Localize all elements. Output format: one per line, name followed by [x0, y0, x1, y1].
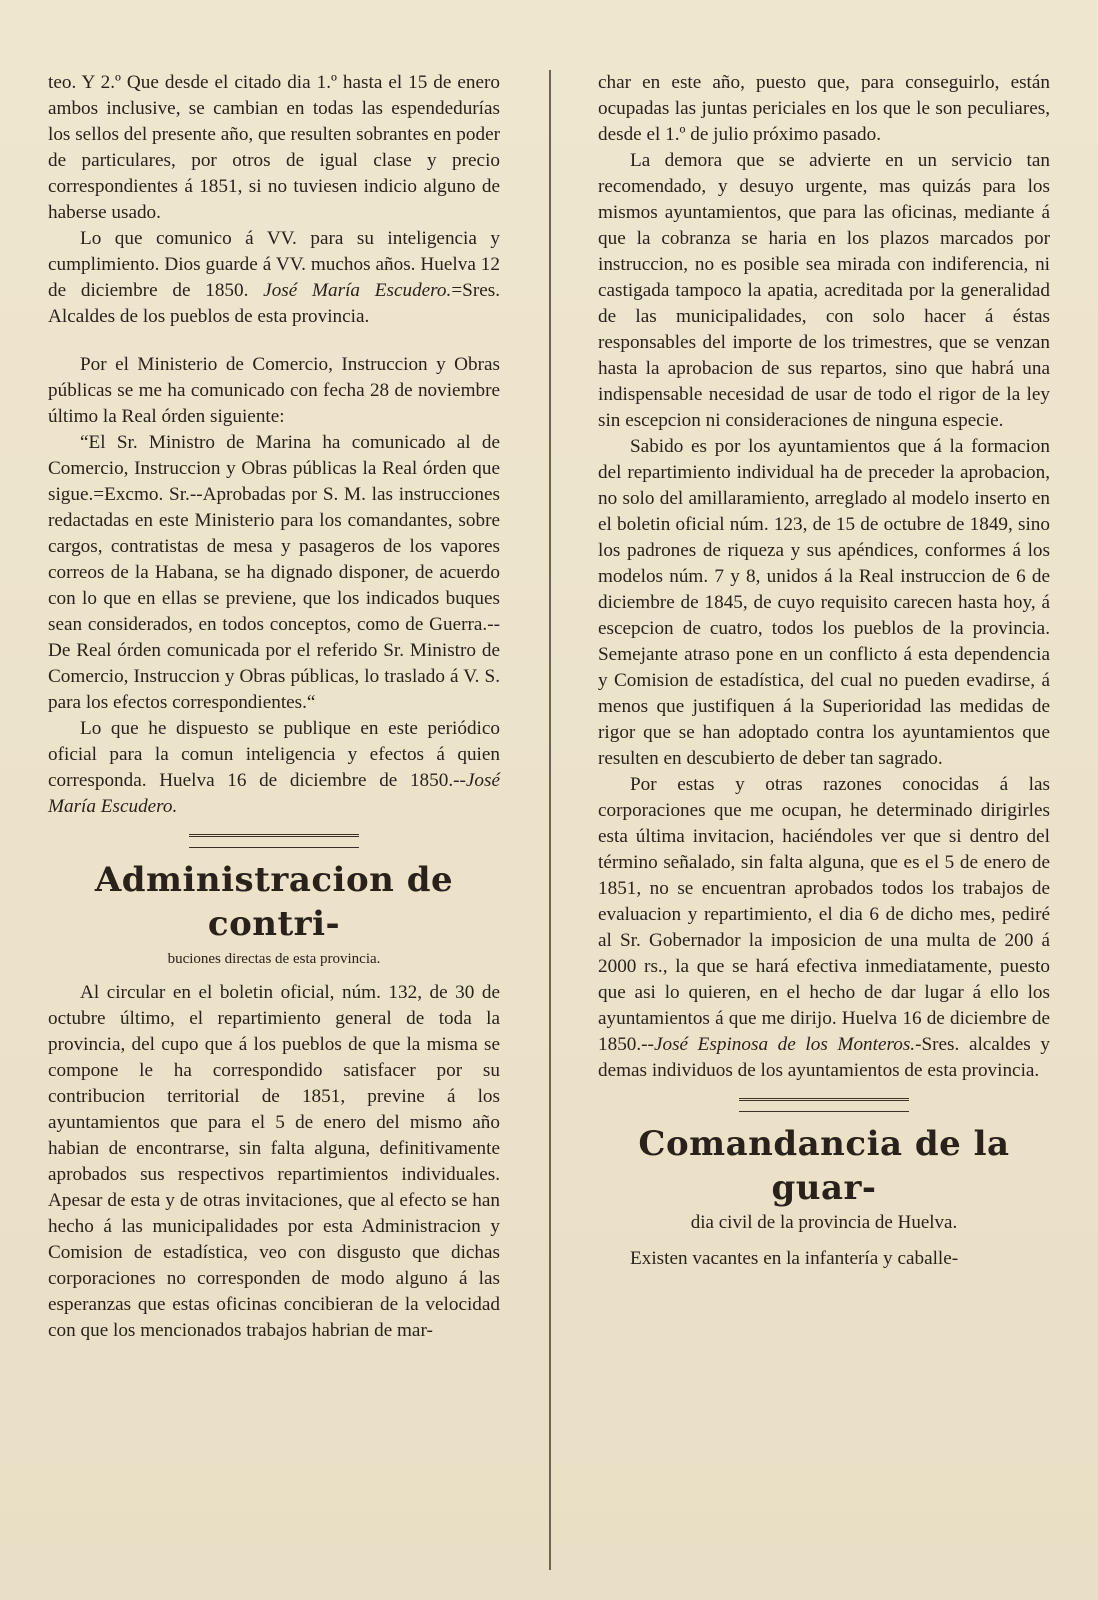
section-divider-ornament	[739, 1098, 909, 1112]
section-subheading: buciones directas de esta provincia.	[167, 951, 381, 967]
paragraph: teo. Y 2.º Que desde el citado dia 1.º hasta el 15 de enero ambos inclusive, se cambian en todas las espendedurías los sellos del presente año, que resulten sobrantes en poder de particulares, por otros de igual clase y precio correspondientes á 1851, si no tuviesen indicio alguno de haberse usado.	[48, 72, 500, 223]
paragraph: La demora que se advierte en un servicio tan recomendado, y desuyo urgente, mas quizás para los mismos ayuntamientos, que para las oficinas, mediante á que la cobranza se haria en los plazos marcados por instruccion, no es posible sea mirada con indiferencia, ni castigada tampoco la apatia, acreditada por la generalidad de las municipalidades, con solo hacer á éstas responsables del importe de los trimestres, que se venzan hasta la aprobacion de sus repartos, sino que habrá una indispensable necesidad de usar de todo el rigor de la ley sin escepcion ni consideraciones de ninguna especie.	[598, 150, 1050, 431]
paragraph	[48, 226, 500, 330]
section-heading: Comandancia de la guar-	[638, 1124, 1010, 1208]
signature: José María Escudero.	[263, 280, 452, 301]
paragraph: char en este año, puesto que, para conseguirlo, están ocupadas las juntas periciales en los que le son peculiares, desde el 1.º de julio próximo pasado.	[598, 72, 1050, 145]
spacer	[48, 330, 500, 352]
right-column	[598, 70, 1050, 1580]
paragraph: Existen vacantes en la infantería y caballe-	[630, 1248, 959, 1269]
paragraph: Al circular en el boletin oficial, núm. 132, de 30 de octubre último, el repartimiento general de toda la provincia, del cupo que á los pueblos de que la misma se compone le ha correspondido satisfacer por su contribucion territorial de 1851, previne á los ayuntamientos que para el 5 de enero del mismo año habian de encontrarse, sin falta alguna, definitivamente aprobados sus respectivos repartimientos individuales. Apesar de esta y de otras invitaciones, que al efecto se han hecho á las municipalidades por esta Administracion y Comision de estadística, veo con disgusto que dichas corporaciones no corresponden de modo alguno á las esperanzas que estas oficinas concibieran de la velocidad con que los mencionados trabajos habrian de mar-	[48, 982, 500, 1341]
section-divider-ornament	[189, 834, 359, 848]
paragraph-text: Lo que comunico á VV. para su inteligencia y cumplimiento. Dios guarde á VV. muchos años. Huelva 12 de diciembre de 1850.	[48, 228, 500, 301]
paragraph-text: =Sres. Alcaldes de los pueblos de esta provincia.	[48, 280, 500, 327]
paragraph: Por el Ministerio de Comercio, Instruccion y Obras públicas se me ha comunicado con fecha 28 de noviembre último la Real órden siguiente:	[48, 354, 500, 427]
paragraph: Sabido es por los ayuntamientos que á la formacion del repartimiento individual ha de preceder la aprobacion, no solo del amillaramiento, arreglado al modelo inserto en el boletin oficial núm. 123, de 15 de octubre de 1849, sino los padrones de riqueza y sus apéndices, conformes á los modelos núm. 7 y 8, unidos á la Real instruccion de 6 de diciembre de 1845, de cuyo requisito carecen hasta hoy, á escepcion de cuatro, todos los pueblos de la provincia. Semejante atraso pone en un conflicto á esta dependencia y Comision de estadística, del cual no pueden evadirse, á menos que justifiquen á la Superioridad las medidas de rigor que se han adoptado contra los ayuntamientos que resulten en descubierto de deber tan sagrado.	[598, 436, 1050, 769]
section-heading: Administracion de contri-	[94, 860, 454, 944]
paragraph-text: Lo que he dispuesto se publique en este periódico oficial para la comun inteligencia y efectos á quien corresponda. Huelva 16 de diciembre de 1850.--	[48, 718, 500, 791]
signature: José Espinosa de los Monteros.	[653, 1034, 916, 1055]
left-column	[48, 70, 500, 1580]
paragraph	[48, 716, 500, 820]
royal-order-quote: “El Sr. Ministro de Marina ha comunicado al de Comercio, Instruccion y Obras públicas la Real órden que sigue.=Excmo. Sr.--Aprobadas por S. M. las instrucciones redactadas en este Ministerio para los comandantes, sobre cargos, contratistas de mesa y pasageros de los vapores correos de la Habana, se ha dignado disponer, de acuerdo con lo que en ellas se previene, que los indicados buques sean considerados, en todos conceptos, como de Guerra.--De Real órden comunicada por el referido Sr. Ministro de Comercio, Instruccion y Obras públicas, lo traslado á V. S. para los efectos correspondientes.“	[48, 432, 500, 713]
section-subheading: dia civil de la provincia de Huelva.	[690, 1212, 958, 1233]
signature: José María Escudero.	[48, 770, 500, 817]
paragraph	[598, 772, 1050, 1084]
paragraph-text: Por estas y otras razones conocidas á las corporaciones que me ocupan, he determinado dirigirles esta última invitacion, haciéndoles ver que si dentro del término señalado, sin falta alguna, que es el 5 de enero de 1851, no se encuentran aprobados todos los trabajos de evaluacion y repartimiento, el dia 6 de dicho mes, pediré al Sr. Gobernador la imposicion de una multa de 200 á 2000 rs., la que se hará efectiva inmediatamente, puesto que asi lo quieren, en el hecho de dar lugar á ello los ayuntamientos á que me dirijo. Huelva 16 de diciembre de 1850.--	[598, 774, 1050, 1055]
column-rule	[549, 70, 551, 1570]
paragraph-text: -Sres. alcaldes y demas individuos de los ayuntamientos de esta provincia.	[598, 1034, 1050, 1081]
